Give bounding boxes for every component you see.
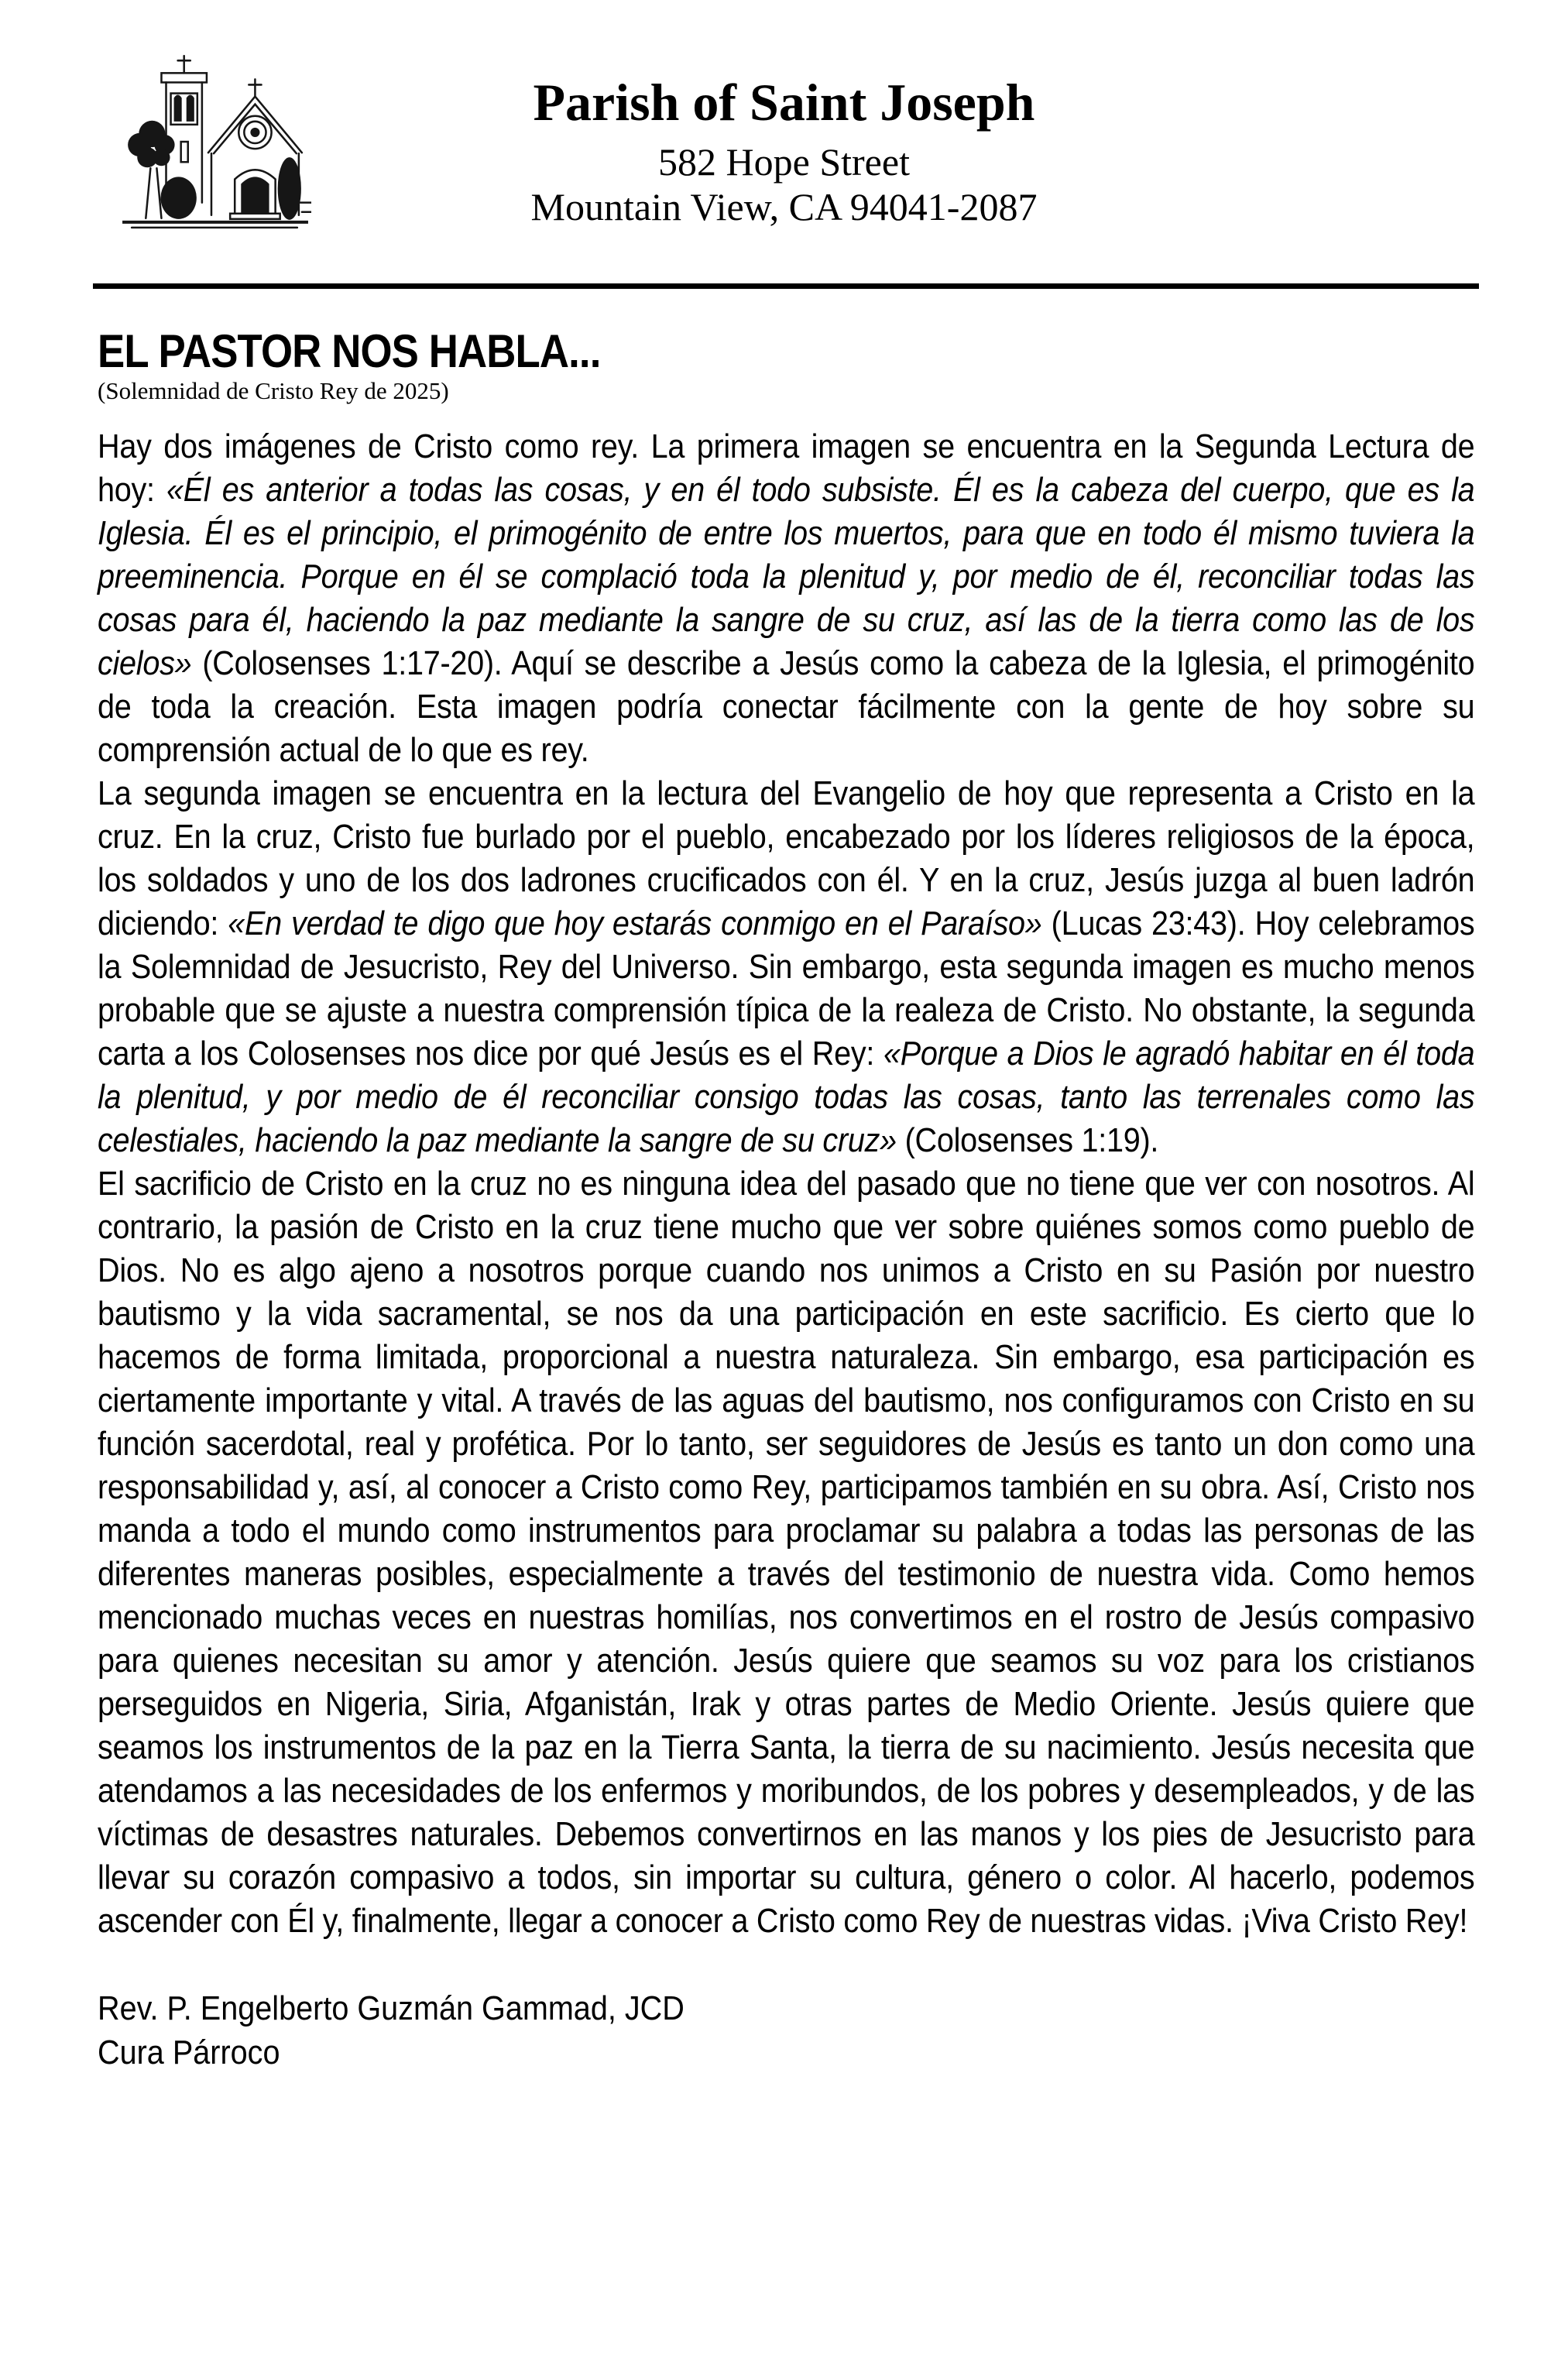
body-paragraph: [98, 425, 1474, 772]
paragraph-text: La segunda imagen se encuentra en la lectura del Evangelio de hoy que representa a Cristo en la cruz. En la cruz, Cristo fue burlado por el pueblo, encabezado por los líderes religiosos de la época, los soldados y uno de los dos ladrones crucificados con él. Y en la cruz, Jesús juzga al buen ladrón diciendo:: [98, 774, 1475, 942]
article: [98, 325, 1475, 2075]
scripture-quote: «Porque a Dios le agradó habitar en él toda la plenitud, y por medio de él reconciliar consigo todas las cosas, tanto las terrenales como las celestiales, haciendo la paz mediante la sangre de su cruz»: [98, 1035, 1475, 1159]
section-subheading: (Solemnidad de Cristo Rey de 2025): [98, 377, 449, 404]
signature-name: Rev. P. Engelberto Guzmán Gammad, JCD: [98, 1989, 684, 2027]
address-line-2: Mountain View, CA 94041-2087: [530, 185, 1038, 228]
paragraph-text: El sacrificio de Cristo en la cruz no es ninguna idea del pasado que no tiene que ver con nosotros. Al contrario, la pasión de Cristo en la cruz tiene mucho que ver sobre quiénes somos como pueblo de Dios. No es algo ajeno a nosotros porque cuando nos unimos a Cristo en su Pasión por nuestro bautismo y la vida sacramental, se nos da una participación en este sacrificio. Es cierto que lo hacemos de forma limitada, proporcional a nuestra naturaleza. Sin embargo, esa participación es ciertamente importante y vital. A través de las aguas del bautismo, nos configuramos con Cristo en su función sacerdotal, real y profética. Por lo tanto, ser seguidores de Jesús es tanto un don como una responsabilidad y, así, al conocer a Cristo como Rey, participamos también en su obra. Así, Cristo nos manda a todo el mundo como instrumentos para proclamar su palabra a todas las personas de las diferentes maneras posibles, especialmente a través del testimonio de nuestra vida. Como hemos mencionado muchas veces en nuestras homilías, nos convertimos en el rostro de Jesús compasivo para quienes necesitan su amor y atención. Jesús quiere que seamos su voz para los cristianos perseguidos en Nigeria, Siria, Afganistán, Irak y otras partes de Medio Oriente. Jesús quiere que seamos los instrumentos de la paz en la Tierra Santa, la tierra de su nacimiento. Jesús necesita que atendamos a las necesidades de los enfermos y moribundos, de los pobres y desempleados, y de las víctimas de desastres naturales. Debemos convertirnos en las manos y los pies de Jesucristo para llevar su corazón compasivo a todos, sin importar su cultura, género o color. Al hacerlo, podemos ascender con Él y, finalmente, llegar a conocer a Cristo como Rey de nuestras vidas. ¡Viva Cristo Rey!: [98, 1165, 1475, 1940]
body-paragraph: [98, 772, 1474, 1162]
paragraph-text: (Colosenses 1:19).: [896, 1121, 1159, 1159]
paragraph-text: Hay dos imágenes de Cristo como rey. La primera imagen se encuentra en la Segunda Lectura de hoy:: [98, 427, 1475, 509]
scripture-quote: «En verdad te digo que hoy estarás conmigo en el Paraíso»: [228, 904, 1042, 942]
signature-title: Cura Párroco: [98, 2034, 280, 2071]
body-paragraph: [98, 1162, 1474, 1943]
address-line-1: 582 Hope Street: [658, 140, 910, 184]
parish-name: Parish of Saint Joseph: [533, 73, 1035, 132]
church-icon: [116, 50, 311, 229]
header-divider: [93, 283, 1479, 289]
signature-block: [98, 1986, 1474, 2075]
section-heading: EL PASTOR NOS HABLA...: [98, 325, 601, 377]
scripture-quote: «Él es anterior a todas las cosas, y en él todo subsiste. Él es la cabeza del cuerpo, que es la Iglesia. Él es el principio, el primogénito de entre los muertos, para que en todo él mismo tuviera la preeminencia. Porque en él se complació toda la plenitud y, por medio de él, reconciliar todas las cosas para él, haciendo la paz mediante la sangre de su cruz, así las de la tierra como las de los cielos»: [98, 471, 1475, 682]
paragraph-text: (Lucas 23:43). Hoy celebramos la Solemnidad de Jesucristo, Rey del Universo. Sin embargo, esta segunda imagen es mucho menos probable que se ajuste a nuestra comprensión típica de la realeza de Cristo. No obstante, la segunda carta a los Colosenses nos dice por qué Jesús es el Rey:: [98, 904, 1475, 1073]
paragraph-text: (Colosenses 1:17-20). Aquí se describe a Jesús como la cabeza de la Iglesia, el primogénito de toda la creación. Esta imagen podría conectar fácilmente con la gente de hoy sobre su comprensión actual de lo que es rey.: [98, 644, 1475, 769]
bulletin-header: [0, 0, 1568, 283]
letter-body: [98, 425, 1474, 1943]
